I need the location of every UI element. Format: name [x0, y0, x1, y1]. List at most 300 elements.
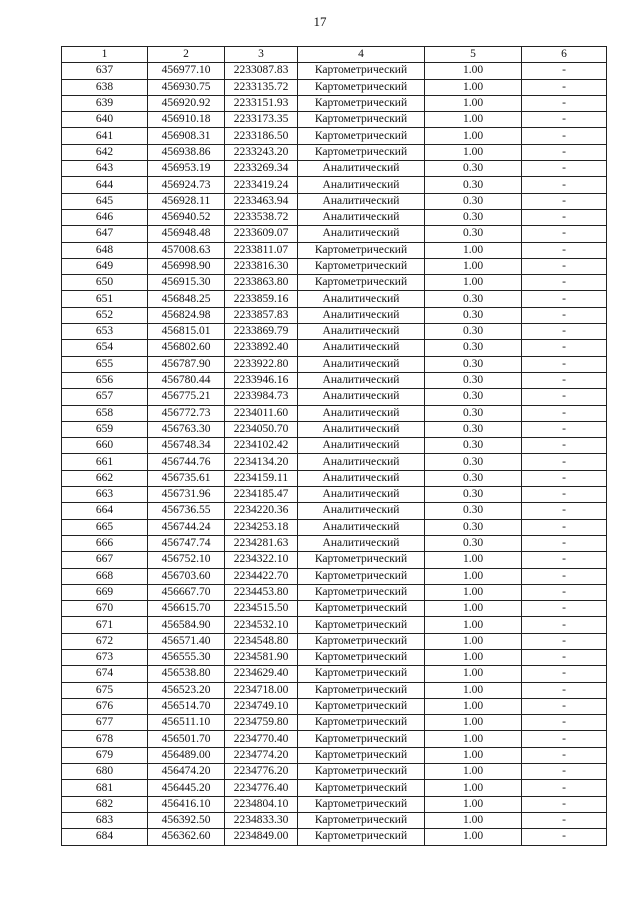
- coord-y-cell: 2234833.30: [225, 812, 298, 828]
- note-cell: -: [522, 633, 607, 649]
- point-number-cell: 672: [62, 633, 148, 649]
- header-row: [62, 47, 607, 63]
- accuracy-cell: 0.30: [425, 324, 522, 340]
- coord-x-cell: 456538.80: [148, 666, 225, 682]
- accuracy-cell: 0.30: [425, 161, 522, 177]
- coordinates-table: [61, 46, 607, 846]
- method-cell: Аналитический: [298, 487, 425, 503]
- note-cell: -: [522, 698, 607, 714]
- accuracy-cell: 1.00: [425, 258, 522, 274]
- point-number-cell: 645: [62, 193, 148, 209]
- table-row: [62, 112, 607, 128]
- method-cell: Аналитический: [298, 421, 425, 437]
- accuracy-cell: 1.00: [425, 63, 522, 79]
- note-cell: -: [522, 307, 607, 323]
- accuracy-cell: 1.00: [425, 780, 522, 796]
- coord-x-cell: 456584.90: [148, 617, 225, 633]
- method-cell: Аналитический: [298, 193, 425, 209]
- coord-x-cell: 456489.00: [148, 747, 225, 763]
- note-cell: -: [522, 79, 607, 95]
- note-cell: -: [522, 144, 607, 160]
- point-number-cell: 643: [62, 161, 148, 177]
- table-row: [62, 356, 607, 372]
- note-cell: -: [522, 291, 607, 307]
- coord-x-cell: 456763.30: [148, 421, 225, 437]
- point-number-cell: 657: [62, 389, 148, 405]
- table-row: [62, 698, 607, 714]
- accuracy-cell: 0.30: [425, 438, 522, 454]
- coord-x-cell: 456514.70: [148, 698, 225, 714]
- table-row: [62, 438, 607, 454]
- accuracy-cell: 0.30: [425, 389, 522, 405]
- point-number-cell: 673: [62, 649, 148, 665]
- method-cell: Картометрический: [298, 275, 425, 291]
- table-row: [62, 226, 607, 242]
- method-cell: Картометрический: [298, 780, 425, 796]
- coord-x-cell: 456775.21: [148, 389, 225, 405]
- coord-x-cell: 456747.74: [148, 535, 225, 551]
- point-number-cell: 682: [62, 796, 148, 812]
- accuracy-cell: 1.00: [425, 584, 522, 600]
- column-header-2: 2: [148, 47, 225, 63]
- coord-x-cell: 456953.19: [148, 161, 225, 177]
- note-cell: -: [522, 568, 607, 584]
- coord-x-cell: 456780.44: [148, 372, 225, 388]
- method-cell: Аналитический: [298, 226, 425, 242]
- point-number-cell: 680: [62, 764, 148, 780]
- point-number-cell: 654: [62, 340, 148, 356]
- note-cell: -: [522, 177, 607, 193]
- coord-x-cell: 456474.20: [148, 764, 225, 780]
- note-cell: -: [522, 601, 607, 617]
- method-cell: Картометрический: [298, 715, 425, 731]
- method-cell: Картометрический: [298, 79, 425, 95]
- coord-y-cell: 2233243.20: [225, 144, 298, 160]
- point-number-cell: 637: [62, 63, 148, 79]
- coord-y-cell: 2233816.30: [225, 258, 298, 274]
- note-cell: -: [522, 617, 607, 633]
- accuracy-cell: 1.00: [425, 649, 522, 665]
- note-cell: -: [522, 503, 607, 519]
- table-row: [62, 503, 607, 519]
- method-cell: Картометрический: [298, 144, 425, 160]
- point-number-cell: 653: [62, 324, 148, 340]
- coord-y-cell: 2234849.00: [225, 829, 298, 845]
- column-header-5: 5: [425, 47, 522, 63]
- coord-y-cell: 2233869.79: [225, 324, 298, 340]
- accuracy-cell: 1.00: [425, 144, 522, 160]
- accuracy-cell: 1.00: [425, 829, 522, 845]
- note-cell: -: [522, 356, 607, 372]
- table-row: [62, 340, 607, 356]
- note-cell: -: [522, 715, 607, 731]
- coord-x-cell: 456787.90: [148, 356, 225, 372]
- coord-y-cell: 2233463.94: [225, 193, 298, 209]
- method-cell: Картометрический: [298, 95, 425, 111]
- accuracy-cell: 0.30: [425, 356, 522, 372]
- note-cell: -: [522, 389, 607, 405]
- method-cell: Аналитический: [298, 470, 425, 486]
- point-number-cell: 642: [62, 144, 148, 160]
- point-number-cell: 669: [62, 584, 148, 600]
- coord-x-cell: 456362.60: [148, 829, 225, 845]
- point-number-cell: 652: [62, 307, 148, 323]
- note-cell: -: [522, 372, 607, 388]
- note-cell: -: [522, 829, 607, 845]
- coord-x-cell: 456772.73: [148, 405, 225, 421]
- coord-x-cell: 456416.10: [148, 796, 225, 812]
- method-cell: Аналитический: [298, 324, 425, 340]
- coord-x-cell: 456977.10: [148, 63, 225, 79]
- point-number-cell: 667: [62, 552, 148, 568]
- coord-y-cell: 2234581.90: [225, 649, 298, 665]
- coord-x-cell: 456908.31: [148, 128, 225, 144]
- table-row: [62, 552, 607, 568]
- coord-x-cell: 456998.90: [148, 258, 225, 274]
- method-cell: Аналитический: [298, 389, 425, 405]
- method-cell: Картометрический: [298, 584, 425, 600]
- coord-x-cell: 457008.63: [148, 242, 225, 258]
- accuracy-cell: 1.00: [425, 682, 522, 698]
- coord-x-cell: 456748.34: [148, 438, 225, 454]
- accuracy-cell: 1.00: [425, 812, 522, 828]
- table-row: [62, 780, 607, 796]
- method-cell: Картометрический: [298, 649, 425, 665]
- method-cell: Картометрический: [298, 633, 425, 649]
- method-cell: Аналитический: [298, 177, 425, 193]
- note-cell: -: [522, 405, 607, 421]
- note-cell: -: [522, 470, 607, 486]
- accuracy-cell: 1.00: [425, 568, 522, 584]
- note-cell: -: [522, 95, 607, 111]
- method-cell: Картометрический: [298, 812, 425, 828]
- coord-y-cell: 2234453.80: [225, 584, 298, 600]
- coord-x-cell: 456938.86: [148, 144, 225, 160]
- coord-x-cell: 456555.30: [148, 649, 225, 665]
- method-cell: Аналитический: [298, 161, 425, 177]
- accuracy-cell: 0.30: [425, 405, 522, 421]
- point-number-cell: 663: [62, 487, 148, 503]
- accuracy-cell: 0.30: [425, 470, 522, 486]
- method-cell: Картометрический: [298, 601, 425, 617]
- accuracy-cell: 1.00: [425, 79, 522, 95]
- accuracy-cell: 0.30: [425, 372, 522, 388]
- coord-y-cell: 2233811.07: [225, 242, 298, 258]
- accuracy-cell: 1.00: [425, 552, 522, 568]
- coord-y-cell: 2233946.16: [225, 372, 298, 388]
- method-cell: Картометрический: [298, 617, 425, 633]
- accuracy-cell: 1.00: [425, 698, 522, 714]
- table-row: [62, 291, 607, 307]
- table-row: [62, 405, 607, 421]
- coord-y-cell: 2233135.72: [225, 79, 298, 95]
- note-cell: -: [522, 193, 607, 209]
- note-cell: -: [522, 666, 607, 682]
- coord-x-cell: 456731.96: [148, 487, 225, 503]
- note-cell: -: [522, 682, 607, 698]
- accuracy-cell: 1.00: [425, 601, 522, 617]
- method-cell: Картометрический: [298, 552, 425, 568]
- accuracy-cell: 0.30: [425, 487, 522, 503]
- point-number-cell: 670: [62, 601, 148, 617]
- column-header-6: 6: [522, 47, 607, 63]
- point-number-cell: 661: [62, 454, 148, 470]
- point-number-cell: 640: [62, 112, 148, 128]
- coord-x-cell: 456735.61: [148, 470, 225, 486]
- method-cell: Аналитический: [298, 454, 425, 470]
- method-cell: Картометрический: [298, 63, 425, 79]
- coord-y-cell: 2234770.40: [225, 731, 298, 747]
- method-cell: Аналитический: [298, 438, 425, 454]
- point-number-cell: 646: [62, 209, 148, 225]
- table-row: [62, 242, 607, 258]
- coord-y-cell: 2234759.80: [225, 715, 298, 731]
- coord-x-cell: 456920.92: [148, 95, 225, 111]
- table-row: [62, 584, 607, 600]
- coord-y-cell: 2234185.47: [225, 487, 298, 503]
- note-cell: -: [522, 519, 607, 535]
- point-number-cell: 659: [62, 421, 148, 437]
- method-cell: Аналитический: [298, 209, 425, 225]
- point-number-cell: 668: [62, 568, 148, 584]
- table-row: [62, 389, 607, 405]
- accuracy-cell: 1.00: [425, 715, 522, 731]
- table-header: [62, 47, 607, 63]
- method-cell: Картометрический: [298, 666, 425, 682]
- table-row: [62, 258, 607, 274]
- table-row: [62, 79, 607, 95]
- coord-x-cell: 456940.52: [148, 209, 225, 225]
- coord-y-cell: 2234220.36: [225, 503, 298, 519]
- accuracy-cell: 1.00: [425, 731, 522, 747]
- column-header-3: 3: [225, 47, 298, 63]
- coord-y-cell: 2233922.80: [225, 356, 298, 372]
- table-row: [62, 535, 607, 551]
- coord-y-cell: 2233859.16: [225, 291, 298, 307]
- coord-y-cell: 2234281.63: [225, 535, 298, 551]
- note-cell: -: [522, 421, 607, 437]
- note-cell: -: [522, 324, 607, 340]
- point-number-cell: 666: [62, 535, 148, 551]
- accuracy-cell: 0.30: [425, 291, 522, 307]
- accuracy-cell: 1.00: [425, 747, 522, 763]
- table-row: [62, 829, 607, 845]
- point-number-cell: 644: [62, 177, 148, 193]
- table-row: [62, 324, 607, 340]
- table-body: [62, 63, 607, 845]
- method-cell: Картометрический: [298, 829, 425, 845]
- point-number-cell: 650: [62, 275, 148, 291]
- coord-x-cell: 456667.70: [148, 584, 225, 600]
- accuracy-cell: 1.00: [425, 617, 522, 633]
- note-cell: -: [522, 584, 607, 600]
- point-number-cell: 647: [62, 226, 148, 242]
- accuracy-cell: 0.30: [425, 340, 522, 356]
- method-cell: Аналитический: [298, 291, 425, 307]
- note-cell: -: [522, 747, 607, 763]
- note-cell: -: [522, 242, 607, 258]
- point-number-cell: 660: [62, 438, 148, 454]
- accuracy-cell: 1.00: [425, 112, 522, 128]
- point-number-cell: 648: [62, 242, 148, 258]
- note-cell: -: [522, 209, 607, 225]
- point-number-cell: 676: [62, 698, 148, 714]
- coord-y-cell: 2233984.73: [225, 389, 298, 405]
- coord-y-cell: 2234422.70: [225, 568, 298, 584]
- table-row: [62, 470, 607, 486]
- coord-y-cell: 2233863.80: [225, 275, 298, 291]
- point-number-cell: 674: [62, 666, 148, 682]
- point-number-cell: 675: [62, 682, 148, 698]
- method-cell: Картометрический: [298, 128, 425, 144]
- coord-y-cell: 2233186.50: [225, 128, 298, 144]
- accuracy-cell: 0.30: [425, 535, 522, 551]
- note-cell: -: [522, 112, 607, 128]
- coord-x-cell: 456744.76: [148, 454, 225, 470]
- table-row: [62, 568, 607, 584]
- coord-x-cell: 456915.30: [148, 275, 225, 291]
- coord-x-cell: 456930.75: [148, 79, 225, 95]
- accuracy-cell: 1.00: [425, 764, 522, 780]
- method-cell: Аналитический: [298, 307, 425, 323]
- table-row: [62, 731, 607, 747]
- point-number-cell: 655: [62, 356, 148, 372]
- accuracy-cell: 0.30: [425, 177, 522, 193]
- note-cell: -: [522, 552, 607, 568]
- coord-y-cell: 2234134.20: [225, 454, 298, 470]
- method-cell: Картометрический: [298, 258, 425, 274]
- point-number-cell: 649: [62, 258, 148, 274]
- coord-y-cell: 2233538.72: [225, 209, 298, 225]
- accuracy-cell: 0.30: [425, 209, 522, 225]
- coord-x-cell: 456802.60: [148, 340, 225, 356]
- coord-x-cell: 456501.70: [148, 731, 225, 747]
- note-cell: -: [522, 258, 607, 274]
- method-cell: Картометрический: [298, 796, 425, 812]
- method-cell: Картометрический: [298, 698, 425, 714]
- coord-y-cell: 2234749.10: [225, 698, 298, 714]
- note-cell: -: [522, 275, 607, 291]
- point-number-cell: 638: [62, 79, 148, 95]
- note-cell: -: [522, 487, 607, 503]
- coord-y-cell: 2233269.34: [225, 161, 298, 177]
- point-number-cell: 651: [62, 291, 148, 307]
- table-row: [62, 519, 607, 535]
- point-number-cell: 683: [62, 812, 148, 828]
- coord-y-cell: 2233609.07: [225, 226, 298, 242]
- accuracy-cell: 1.00: [425, 666, 522, 682]
- coord-x-cell: 456815.01: [148, 324, 225, 340]
- coord-x-cell: 456392.50: [148, 812, 225, 828]
- page-number: 17: [313, 14, 327, 29]
- accuracy-cell: 0.30: [425, 421, 522, 437]
- method-cell: Картометрический: [298, 731, 425, 747]
- method-cell: Аналитический: [298, 405, 425, 421]
- note-cell: -: [522, 731, 607, 747]
- coord-y-cell: 2234718.00: [225, 682, 298, 698]
- point-number-cell: 656: [62, 372, 148, 388]
- coord-y-cell: 2234159.11: [225, 470, 298, 486]
- accuracy-cell: 0.30: [425, 519, 522, 535]
- table-row: [62, 682, 607, 698]
- table-row: [62, 193, 607, 209]
- coord-y-cell: 2233087.83: [225, 63, 298, 79]
- accuracy-cell: 0.30: [425, 307, 522, 323]
- method-cell: Аналитический: [298, 356, 425, 372]
- coord-x-cell: 456523.20: [148, 682, 225, 698]
- column-header-1: 1: [62, 47, 148, 63]
- method-cell: Аналитический: [298, 340, 425, 356]
- coord-x-cell: 456615.70: [148, 601, 225, 617]
- coord-y-cell: 2234548.80: [225, 633, 298, 649]
- table-row: [62, 796, 607, 812]
- table-row: [62, 633, 607, 649]
- table-row: [62, 649, 607, 665]
- coord-y-cell: 2234629.40: [225, 666, 298, 682]
- point-number-cell: 665: [62, 519, 148, 535]
- accuracy-cell: 1.00: [425, 95, 522, 111]
- accuracy-cell: 1.00: [425, 242, 522, 258]
- coord-x-cell: 456511.10: [148, 715, 225, 731]
- point-number-cell: 677: [62, 715, 148, 731]
- coord-y-cell: 2233151.93: [225, 95, 298, 111]
- table-row: [62, 421, 607, 437]
- table-row: [62, 666, 607, 682]
- note-cell: -: [522, 764, 607, 780]
- point-number-cell: 684: [62, 829, 148, 845]
- coord-x-cell: 456571.40: [148, 633, 225, 649]
- note-cell: -: [522, 128, 607, 144]
- coord-x-cell: 456752.10: [148, 552, 225, 568]
- coord-y-cell: 2234322.10: [225, 552, 298, 568]
- accuracy-cell: 0.30: [425, 503, 522, 519]
- coord-y-cell: 2234253.18: [225, 519, 298, 535]
- coord-x-cell: 456948.48: [148, 226, 225, 242]
- accuracy-cell: 0.30: [425, 454, 522, 470]
- method-cell: Картометрический: [298, 682, 425, 698]
- coord-x-cell: 456703.60: [148, 568, 225, 584]
- coord-x-cell: 456928.11: [148, 193, 225, 209]
- accuracy-cell: 1.00: [425, 796, 522, 812]
- table-row: [62, 161, 607, 177]
- accuracy-cell: 0.30: [425, 193, 522, 209]
- coord-y-cell: 2234776.20: [225, 764, 298, 780]
- method-cell: Аналитический: [298, 519, 425, 535]
- coord-x-cell: 456736.55: [148, 503, 225, 519]
- note-cell: -: [522, 340, 607, 356]
- coord-y-cell: 2234102.42: [225, 438, 298, 454]
- table-row: [62, 715, 607, 731]
- note-cell: -: [522, 796, 607, 812]
- note-cell: -: [522, 812, 607, 828]
- column-header-4: 4: [298, 47, 425, 63]
- table-row: [62, 95, 607, 111]
- point-number-cell: 662: [62, 470, 148, 486]
- note-cell: -: [522, 226, 607, 242]
- table-row: [62, 454, 607, 470]
- point-number-cell: 641: [62, 128, 148, 144]
- table-row: [62, 812, 607, 828]
- coord-x-cell: 456824.98: [148, 307, 225, 323]
- accuracy-cell: 1.00: [425, 128, 522, 144]
- coord-y-cell: 2233857.83: [225, 307, 298, 323]
- table-row: [62, 487, 607, 503]
- point-number-cell: 639: [62, 95, 148, 111]
- note-cell: -: [522, 63, 607, 79]
- point-number-cell: 658: [62, 405, 148, 421]
- coord-x-cell: 456910.18: [148, 112, 225, 128]
- coord-y-cell: 2234050.70: [225, 421, 298, 437]
